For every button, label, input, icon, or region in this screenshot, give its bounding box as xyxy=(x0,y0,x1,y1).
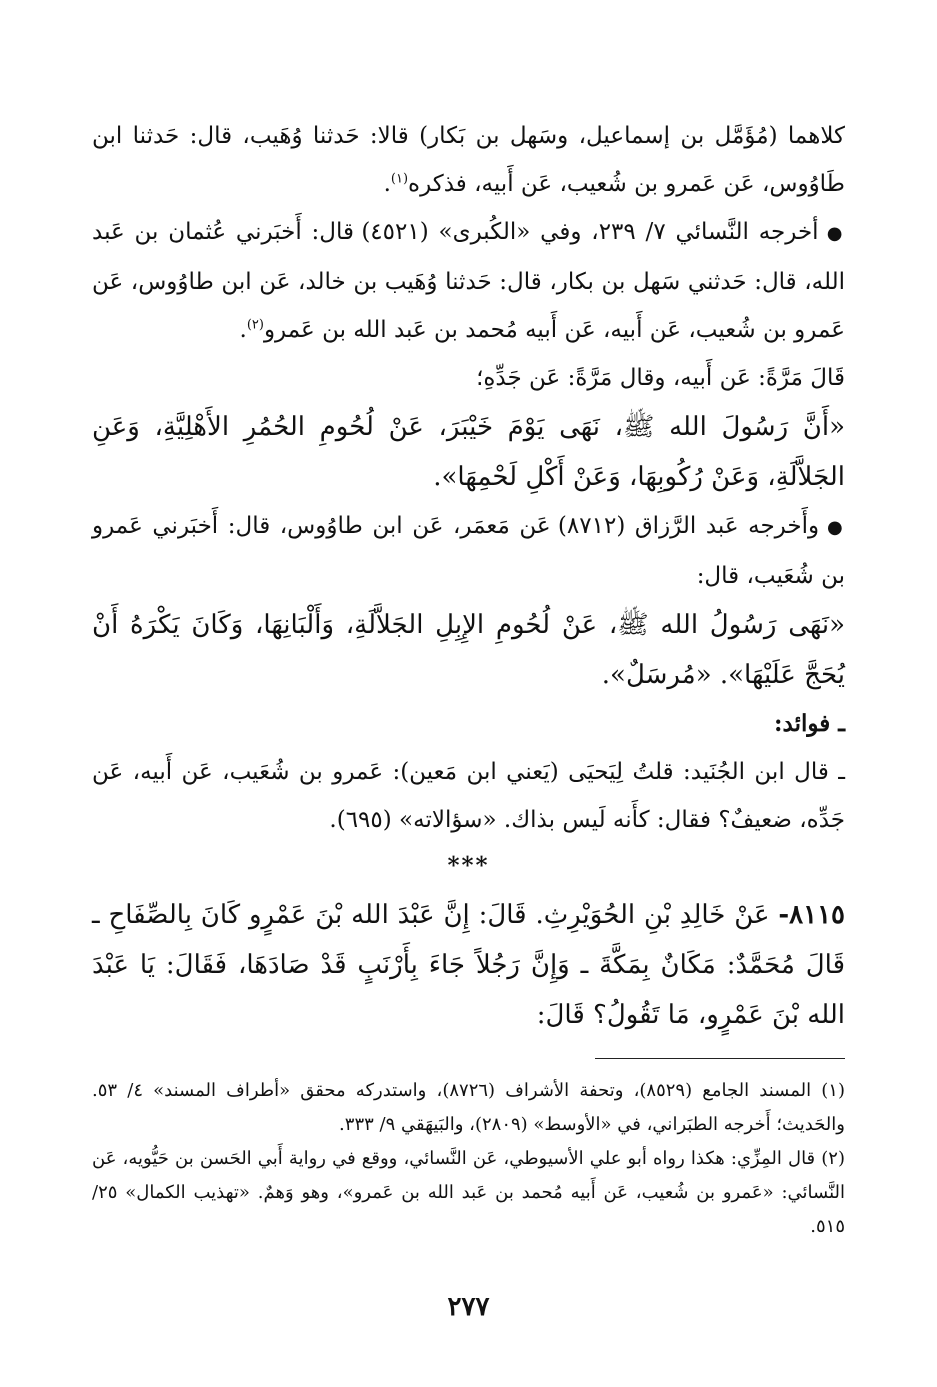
paragraph-abdulrazzaq xyxy=(92,502,845,600)
footnote-1: (١) المسند الجامع (٨٥٢٩)، وتحفة الأشراف (٨٧٢٦)، واستدركه محقق «أطراف المسند» ٤/ ٥٣. والحَديث؛ أَخرجه الطبَراني، في «الأوسط» (٢٨٠٩)، والبَيهَقي ٩/ ٣٣٣. xyxy=(92,1080,845,1135)
paragraph-nasai xyxy=(92,208,845,354)
benefits-heading: ـ فوائد: xyxy=(774,710,845,737)
footnote-2: (٢) قال المِزِّي: هكذا رواه أبو علي الأسيوطي، عَن النَّسائي، ووقع في رواية أَبي الحَسن بن حَيُّويه، عَن النَّسائي: «عَمرو بن شُعيب، عَن أَبيه مُحمد بن عَبد الله بن عَمرو»، وهو وَهمٌ. «تهذيب الكمال» ٢٥/ ٥١٥. xyxy=(92,1148,845,1237)
paragraph-nasai-text: أخرجه النَّسائي ٧/ ٢٣٩، وفي «الكُبرى» (٤٥٢١) قال: أَخبَرني عُثمان بن عَبد الله، قال: حَدثني سَهل بن بكار، قال: حَدثنا وُهَيب بن خالد، عَن ابن طاوُوس، عَن عَمرو بن شُعيب، عَن أَبيه، عَن أَبيه مُحمد بن عَبد الله بن عَمرو xyxy=(92,219,845,343)
paragraph-abdulrazzaq-text: وأَخرجه عَبد الرَّزاق (٨٧١٢) عَن مَعمَر، عَن ابن طاوُوس، قال: أَخبَرني عَمرو بن شُعَيب، قال: xyxy=(92,513,845,589)
paragraph-variant: قَالَ مَرَّةً: عَن أَبيه، وقال مَرَّةً: عَن جَدِّهِ؛ xyxy=(476,365,845,391)
paragraph-intro xyxy=(92,112,845,208)
footnotes xyxy=(92,1074,845,1244)
page-number: ٢٧٧ xyxy=(447,1292,490,1322)
section-separator: *** xyxy=(447,852,490,879)
footnote-divider xyxy=(595,1058,845,1059)
hadith-text-1: «أَنَّ رَسُولَ الله ﷺ، نَهَى يَوْمَ خَيْبَرَ، عَنْ لُحُومِ الحُمُرِ الأَهْلِيَّةِ، وَعَنِ الجَلاَّلَةِ، وَعَنْ رُكُوبِهَا، وَعَنْ أَكْلِ لَحْمِهَا». xyxy=(92,412,845,492)
hadith-number: ٨١١٥- xyxy=(778,900,846,930)
footnote-ref-2: (٢) xyxy=(246,317,264,333)
paragraph-nasai-end: . xyxy=(239,317,247,343)
hadith-8115 xyxy=(92,890,845,1040)
main-text xyxy=(92,112,845,1040)
paragraph-intro-text: كلاهما (مُؤَمَّل بن إسماعيل، وسَهل بن بَكار) قالا: حَدثنا وُهَيب، قال: حَدثنا ابن طَاوُوس، عَن عَمرو بن شُعيب، عَن أَبيه، فذكره xyxy=(92,123,845,197)
paragraph-ibn-junaid: ـ قال ابن الجُنَيد: قلتُ لِيَحيَى (يَعني ابن مَعين): عَمرو بن شُعَيب، عَن أَبيه، عَن جَدِّه، ضعيفٌ؟ فقال: كأَنه لَيس بذاك. «سؤالاته» (٦٩٥). xyxy=(92,759,845,833)
hadith-8115-text: عَنْ خَالِدِ بْنِ الحُوَيْرِثِ. قَالَ: إِنَّ عَبْدَ الله بْنَ عَمْرٍو كَانَ بِالصِّفَاحِ ـ قَالَ مُحَمَّدٌ: مَكَانٌ بِمَكَّةَ ـ وَإِنَّ رَجُلاً جَاءَ بِأَرْنَبٍ قَدْ صَادَهَا، فَقَالَ: يَا عَبْدَ الله بْنَ عَمْرٍو، مَا تَقُولُ؟ قَالَ: xyxy=(92,900,845,1030)
paragraph-intro-end: . xyxy=(383,171,391,197)
hadith-text-2: «نَهَى رَسُولُ الله ﷺ، عَنْ لُحُومِ الإِبِلِ الجَلاَّلَةِ، وَأَلْبَانِهَا، وَكَانَ يَكْرَهُ أَنْ يُحَجَّ عَلَيْهَا». «مُرسَلٌ». xyxy=(92,610,845,690)
footnote-ref-1: (١) xyxy=(390,171,409,187)
